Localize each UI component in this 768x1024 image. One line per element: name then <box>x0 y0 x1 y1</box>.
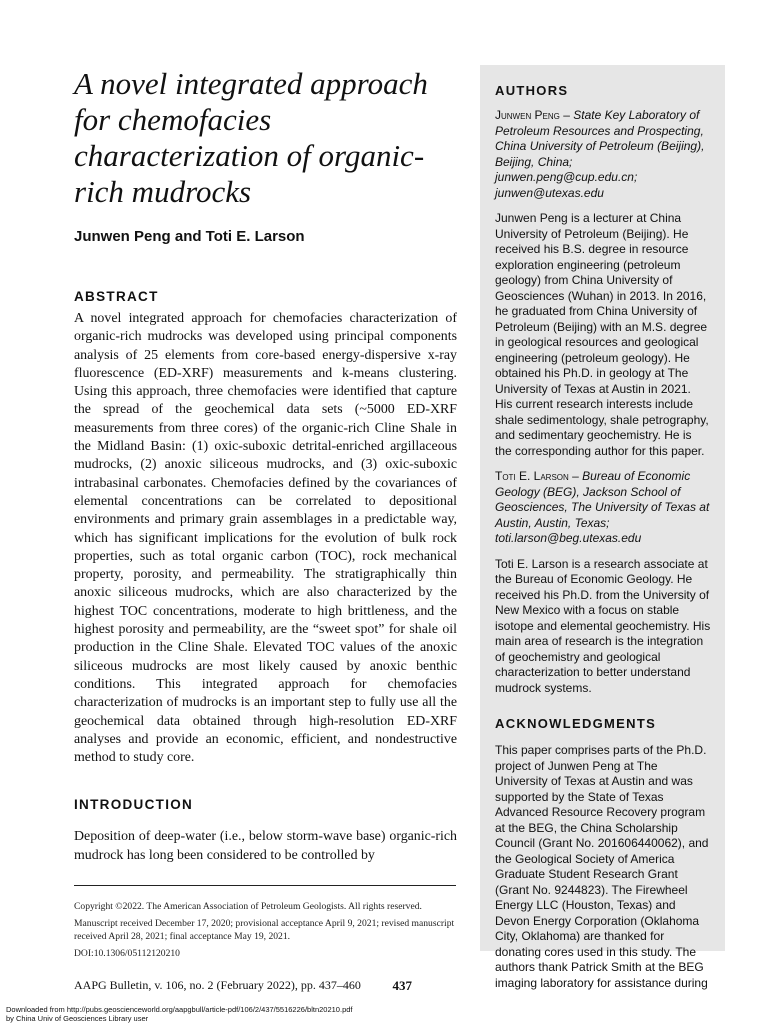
author1-affiliation <box>495 108 711 201</box>
author2-institution: Bureau of Economic Geology (BEG), Jackson School of Geosciences, The University of Texas at Austin, Austin, Texas; toti.larson@beg.utexas.edu <box>495 469 710 545</box>
article-title: A novel integrated approach for chemofacies characterization of organic-rich mudrocks <box>74 66 428 209</box>
acknowledgments-text: This paper comprises parts of the Ph.D. project of Junwen Peng at The University of Texas at Austin and was supported by the State of Texas Advanced Resource Recovery program at the BEG, the China Scholarship Council (Grant No. 201606440062), and the Geological Society of America Graduate Student Research Grant (Grant No. 9244823). The Firewheel Energy LLC (Houston, Texas) and Devon Energy Corporation (Oklahoma City, Oklahoma) are thanked for donating cores used in this study. The authors thank Patrick Smith at the BEG imaging laboratory for assistance during <box>495 743 709 990</box>
copyright-note: Copyright ©2022. The American Association of Petroleum Geologists. All rights reserved. <box>74 901 422 912</box>
doi-note: DOI:10.1306/05112120210 <box>74 948 180 959</box>
introduction-text: Deposition of deep-water (i.e., below storm-wave base) organic-rich mudrock has long been considered to be controlled by <box>74 829 457 863</box>
author2-affiliation <box>495 469 711 547</box>
author2-bio: Toti E. Larson is a research associate at the Bureau of Economic Geology. He received his Ph.D. from the University of New Mexico with a focus on stable isotope and elemental geochemistry. His main area of research is the integration of geochemistry and geological characterization to better understand mudrock systems. <box>495 556 711 695</box>
author2-name: Toti E. Larson <box>495 469 569 483</box>
download-user: by China Univ of Geosciences Library user <box>6 1014 149 1023</box>
introduction-heading: INTRODUCTION <box>74 797 194 813</box>
authors-heading: AUTHORS <box>495 83 569 98</box>
author1-institution: State Key Laboratory of Petroleum Resources and Prospecting, China University of Petroleum (Beijing), Beijing, China; junwen.peng@cup.edu.cn; junwen@utexas.edu <box>495 108 705 200</box>
download-note <box>6 1005 353 1023</box>
page-footer <box>74 978 458 993</box>
journal-citation: AAPG Bulletin, v. 106, no. 2 (February 2022), pp. 437–460 <box>74 978 361 992</box>
main-column <box>74 66 457 865</box>
author1-bio: Junwen Peng is a lecturer at China University of Petroleum (Beijing). He received his B.S. degree in resource exploration engineering (petroleum geology) from China University of Geosciences (Wuhan) in 2013. In 2016, he graduated from China University of Petroleum (Beijing) with an M.S. degree in geological resources and geological engineering (petroleum geology). He obtained his Ph.D. in geology at The University of Texas at Austin in 2021. His current research interests include shale sedimentology, shale petrography, and sedimentary geochemistry. He is the corresponding author for this paper. <box>495 211 709 458</box>
page-number: 437 <box>392 978 412 993</box>
download-url[interactable]: Downloaded from http://pubs.geoscienceworld.org/aapgbull/article-pdf/106/2/437/5516226/bltn20210.pdf <box>6 1005 353 1014</box>
author-sidebar <box>480 65 725 990</box>
manuscript-dates: Manuscript received December 17, 2020; provisional acceptance April 9, 2021; revised manuscript received April 28, 2021; final acceptance May 19, 2021. <box>74 918 455 942</box>
author2-dash: – <box>568 469 583 483</box>
acknowledgments-heading: ACKNOWLEDGMENTS <box>495 716 657 731</box>
footnote-divider <box>74 885 456 886</box>
author1-name: Junwen Peng <box>495 108 560 122</box>
author-names: Junwen Peng and Toti E. Larson <box>74 228 305 245</box>
abstract-heading: ABSTRACT <box>74 289 159 304</box>
footnotes <box>74 900 458 964</box>
author1-dash: – <box>559 108 574 122</box>
abstract-text: A novel integrated approach for chemofacies characterization of organic-rich mudrocks was developed using principal components analysis of 25 elements from core-based energy-dispersive x-ray fluorescence (ED-XRF) measurements and k-means clustering. Using this approach, three chemofacies were identified that capture the spread of the geochemical data sets (~5000 ED-XRF measurements from three cores) of the organic-rich Cline Shale in the Midland Basin: (1) oxic-suboxic detrital-enriched argillaceous mudrocks, (2) anoxic siliceous mudrocks, and (3) oxic-suboxic intrabasinal carbonates. Chemofacies defined by the covariances of elemental concentrations can be correlated to depositional environments and primary grain assemblages in a predictable way, which has significant implications for the evolution of bulk rock properties, such as total organic carbon (TOC), rock mechanical property, porosity, and permeability. The stratigraphically thin anoxic siliceous mudrocks, which are also characterized by the highest TOC concentrations, moderate to high brittleness, and the highest porosity and permeability, are the “sweet spot” for shale oil production in the Cline Shale. Elevated TOC values of the anoxic siliceous mudrocks are most likely caused by anoxic benthic conditions. This integrated approach for chemofacies characterization of mudrocks is an important step to fully use all the geochemical data obtained through high-resolution ED-XRF analyses and provide an economic, efficient, and nondestructive method to study core. <box>74 311 457 766</box>
